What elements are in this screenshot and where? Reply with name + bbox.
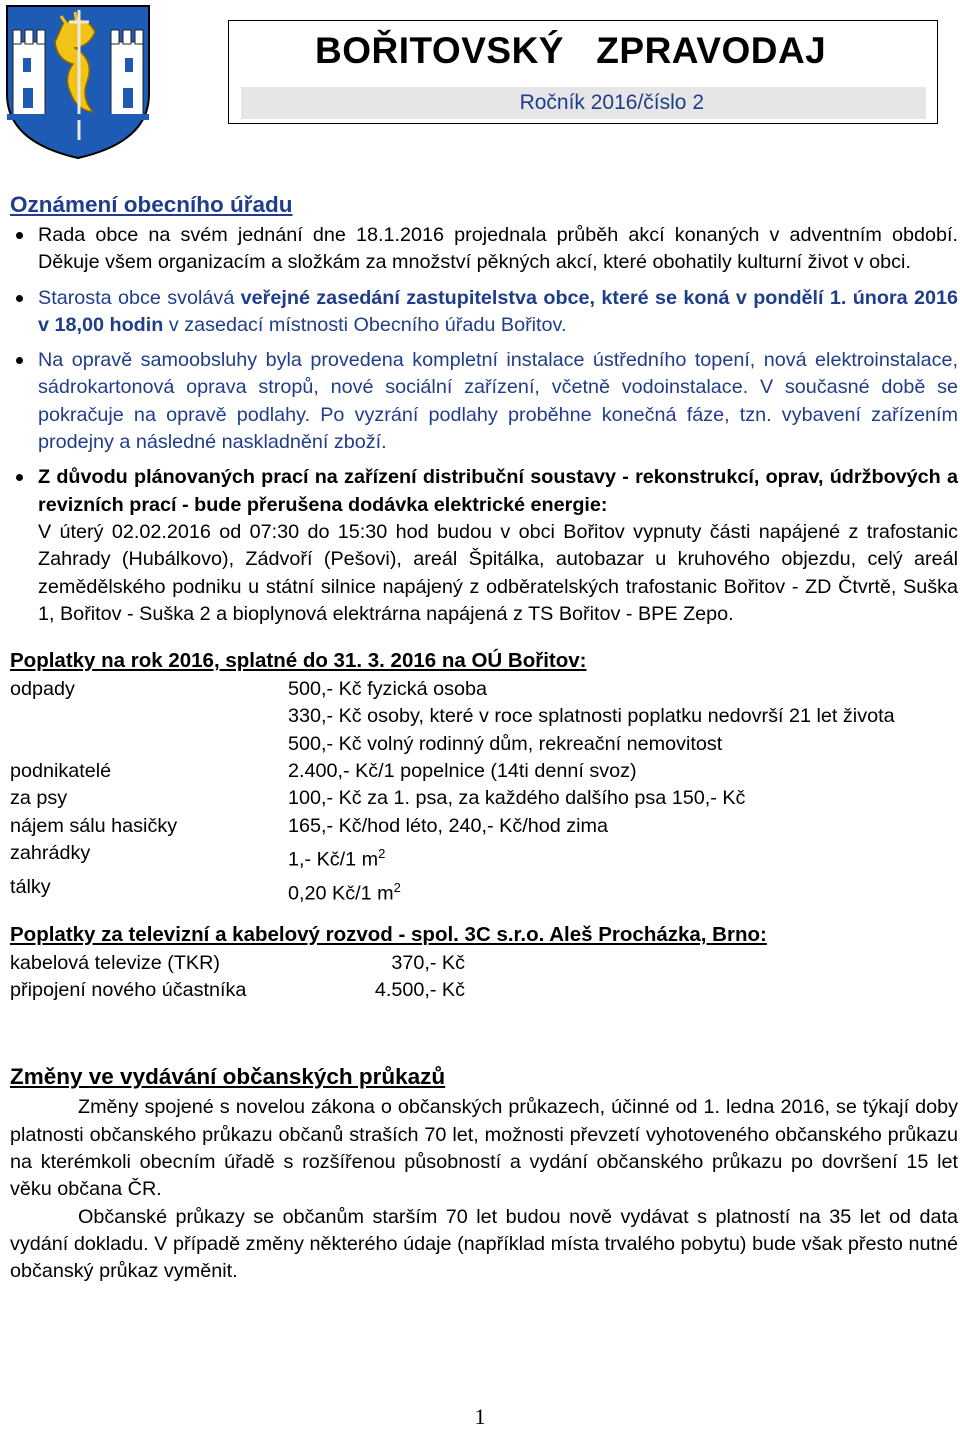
fee-value <box>288 731 958 758</box>
fee-label <box>10 703 288 730</box>
section-heading-tv: Poplatky za televizní a kabelový rozvod - spol. 3C s.r.o. Aleš Procházka, Brno: <box>10 922 767 946</box>
paragraph: Změny spojené s novelou zákona o občanských průkazech, účinné od 1. ledna 2016, se týkají doby platnosti občanského průkazu občanů straších 70 let, možnosti převzetí vyhotoveného občanského průkazu na kterémkoli obecním úřadě s rozšířenou působností a vydání občanského průkazu po dovršení 15 let věku občana ČR. <box>10 1096 958 1201</box>
coat-of-arms-icon <box>3 2 153 162</box>
tv-label: kabelová televize (TKR) <box>10 951 220 974</box>
announcement-text: v zasedací místnosti Obecního úřadu Bořitov. <box>163 313 567 336</box>
fee-value-text: 2.400,- Kč/1 popelnice (14ti denní svoz) <box>288 760 637 783</box>
fee-value <box>288 676 958 703</box>
table-row <box>10 977 958 1004</box>
tv-section <box>10 920 958 1005</box>
table-row <box>10 676 958 703</box>
fee-value-text: 1,- Kč/1 m <box>288 848 379 871</box>
table-row <box>10 840 958 874</box>
announcement-highlight: Z důvodu plánovaných prací na zařízení distribuční soustavy - rekonstrukcí, oprav, údržbových a revizních prací - bude přerušena dodávka elektrické energie: <box>38 466 958 516</box>
tv-value: 370,- Kč <box>391 951 465 974</box>
announcement-text: Rada obce na svém jednání dne 18.1.2016 projednala průběh akcí konaných v adventním období. Děkuje všem organizacím a složkám za množství pěkných akcí, které obohatily kulturní život v obci. <box>38 224 958 274</box>
bullet-icon <box>16 474 23 481</box>
table-row <box>10 731 958 758</box>
section-heading-announcements: Oznámení obecního úřadu <box>10 192 293 217</box>
page-number: 1 <box>474 1404 486 1429</box>
tv-table <box>10 950 958 1005</box>
table-row <box>10 703 958 730</box>
bullet-icon <box>16 357 23 364</box>
list-item <box>10 347 958 456</box>
issue-number: Ročník 2016/číslo 2 <box>519 91 704 114</box>
fee-value-text: 0,20 Kč/1 m <box>288 882 394 905</box>
fee-value-text: 500,- Kč fyzická osoba <box>288 678 488 701</box>
fee-value-text: 500,- Kč volný rodinný dům, rekreační nemovitost <box>288 732 723 755</box>
announcement-text: V úterý 02.02.2016 od 07:30 do 15:30 hod budou v obci Bořitov vypnuty části napájené z trafostanic Zahrady (Hubálkovo), Zádvoří (Pešovi), areál Špitálka, autobazar u kruhového objezdu, celý areál zemědělského podniku u státní silnice napájený z odběratelských trafostanic Bořitov - ZD Čtvrtě, Suška 1, Bořitov - Suška 2 a bioplynová elektrárna napájená z TS Bořitov - BPE Zepo. <box>38 520 958 625</box>
paragraph: Občanské průkazy se občanům starším 70 let budou nově vydávat s platností na 35 let od data vydání dokladu. V případě změny některého údaje (například místa trvalého pobytu) bude však přesto nutné občanský průkaz vyměnit. <box>10 1205 958 1283</box>
tv-label: připojení nového účastníka <box>10 979 247 1002</box>
list-item <box>10 285 958 340</box>
table-row <box>10 758 958 785</box>
fee-label: nájem sálu hasičky <box>10 814 178 837</box>
list-item <box>10 464 958 628</box>
fee-value-text: 165,- Kč/hod léto, 240,- Kč/hod zima <box>288 814 608 837</box>
table-row <box>10 785 958 812</box>
fees-section <box>10 646 958 908</box>
fee-label: zahrádky <box>10 841 91 864</box>
fee-value <box>288 874 958 908</box>
fee-value-text: 330,- Kč osoby, které v roce splatnosti poplatku nedovrší 21 let života <box>288 705 895 728</box>
unit-exponent: 2 <box>378 845 386 861</box>
fee-label: za psy <box>10 787 68 810</box>
table-row <box>10 874 958 908</box>
fee-label: tálky <box>10 875 51 898</box>
id-cards-section <box>10 1060 958 1285</box>
document-body <box>10 188 958 1285</box>
newsletter-title: BOŘITOVSKÝ ZPRAVODAJ <box>315 30 827 71</box>
announcement-highlight: veřejné zasedání zastupitelstva obce, které se koná v pondělí 1. února 2016 v 18,00 hodin <box>38 286 958 336</box>
masthead <box>228 20 938 124</box>
fee-value <box>288 840 958 874</box>
table-row <box>10 950 958 977</box>
section-heading-id-cards: Změny ve vydávání občanských průkazů <box>10 1064 446 1090</box>
table-row <box>10 813 958 840</box>
fee-label: odpady <box>10 678 75 701</box>
fee-value <box>288 758 958 785</box>
bullet-icon <box>16 295 23 302</box>
fee-label <box>10 731 288 758</box>
tv-value: 4.500,- Kč <box>374 979 465 1002</box>
announcement-text: Starosta obce svolává <box>38 286 241 309</box>
unit-exponent: 2 <box>393 879 401 895</box>
fee-label: podnikatelé <box>10 760 112 783</box>
fee-value <box>288 703 958 730</box>
section-heading-fees: Poplatky na rok 2016, splatné do 31. 3. 2016 na OÚ Bořitov: <box>10 649 587 673</box>
fee-value-text: 100,- Kč za 1. psa, za každého dalšího psa 150,- Kč <box>288 787 746 810</box>
fees-table <box>10 676 958 908</box>
list-item <box>10 222 958 277</box>
bullet-icon <box>16 232 23 239</box>
announcement-text: Na opravě samoobsluhy byla provedena kompletní instalace ústředního topení, nová elektroinstalace, sádrokartonová oprava stropů, nové sociální zařízení, včetně vodoinstalace. V současné době se pokračuje na opravě podlahy. Po vyzrání podlahy proběhne konečná fáze, tzn. vybavení zařízením prodejny a následné naskladnění zboží. <box>38 349 958 454</box>
fee-value <box>288 785 958 812</box>
fee-value <box>288 813 958 840</box>
announcement-list <box>10 222 958 628</box>
